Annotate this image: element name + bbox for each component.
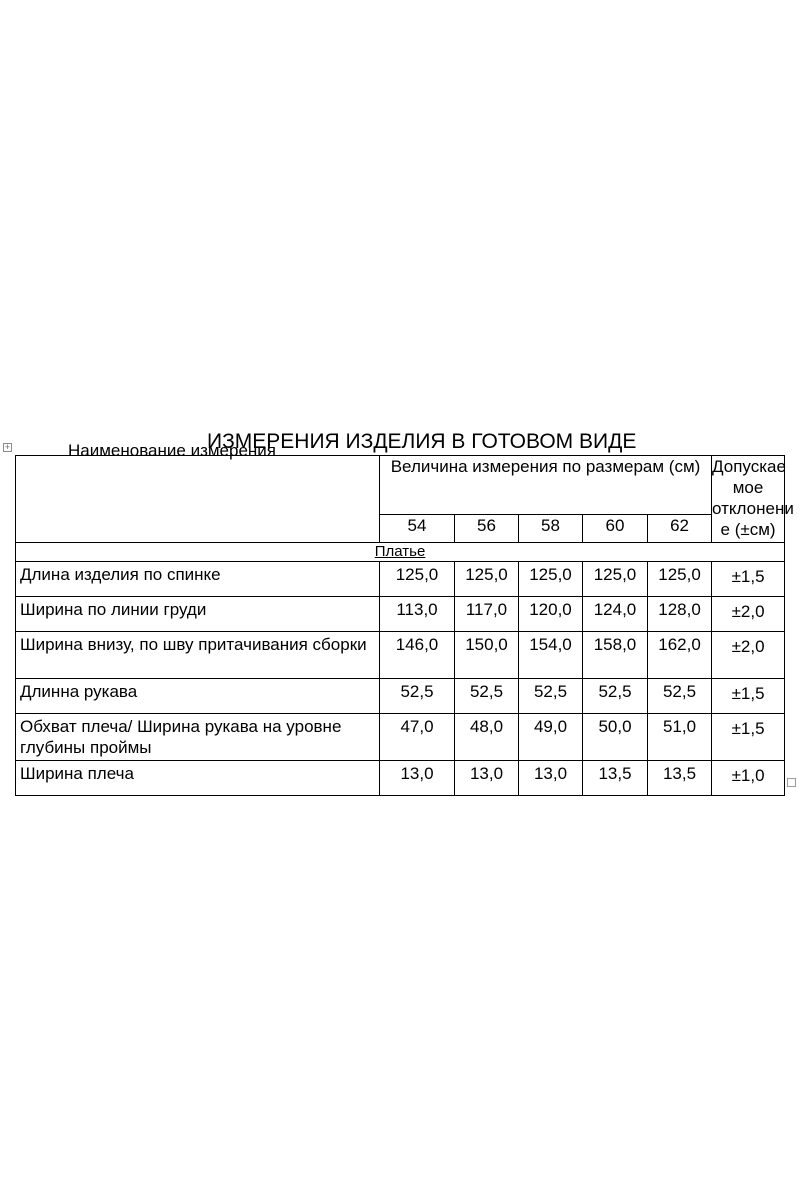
measurement-value: 125,0 <box>380 562 455 597</box>
measurement-value: 125,0 <box>583 562 648 597</box>
measurement-value: 117,0 <box>455 597 519 632</box>
measurement-value: 51,0 <box>648 714 712 761</box>
measurement-name: Обхват плеча/ Ширина рукава на уровне глубины проймы <box>16 714 380 761</box>
table-row <box>16 562 785 597</box>
measurement-value: 13,0 <box>455 761 519 796</box>
section-row <box>16 543 785 562</box>
measurement-tolerance: ±1,5 <box>712 562 785 597</box>
measurement-tolerance: ±2,0 <box>712 632 785 679</box>
header-tolerance-line: отклонени <box>712 499 794 518</box>
measurement-value: 120,0 <box>519 597 583 632</box>
measurement-value: 47,0 <box>380 714 455 761</box>
measurement-value: 128,0 <box>648 597 712 632</box>
table-move-handle-icon[interactable]: + <box>4 442 11 452</box>
measurement-value: 113,0 <box>380 597 455 632</box>
measurement-value: 50,0 <box>583 714 648 761</box>
size-cell: 58 <box>519 515 583 543</box>
measurement-value: 158,0 <box>583 632 648 679</box>
measurement-name: Ширина плеча <box>16 761 380 796</box>
header-values-label: Величина измерения по размерам (см) <box>380 456 712 515</box>
measurement-value: 52,5 <box>648 679 712 714</box>
measurement-value: 52,5 <box>455 679 519 714</box>
measurement-value: 13,5 <box>583 761 648 796</box>
table-row <box>16 714 785 761</box>
table-row <box>16 632 785 679</box>
measurement-value: 146,0 <box>380 632 455 679</box>
measurement-tolerance: ±1,5 <box>712 714 785 761</box>
table-row <box>16 761 785 796</box>
measurement-value: 125,0 <box>455 562 519 597</box>
measurement-value: 124,0 <box>583 597 648 632</box>
measurement-value: 150,0 <box>455 632 519 679</box>
section-label: Платье <box>374 543 426 560</box>
measurement-value: 48,0 <box>455 714 519 761</box>
header-name-label: Наименование измерения <box>68 441 277 460</box>
measurement-name: Ширина внизу, по шву притачивания сборки <box>16 632 380 679</box>
measurement-value: 13,5 <box>648 761 712 796</box>
measurement-name: Длина изделия по спинке <box>16 562 380 597</box>
measurement-value: 52,5 <box>380 679 455 714</box>
section-cell <box>16 543 785 562</box>
measurement-value: 13,0 <box>380 761 455 796</box>
size-cell: 54 <box>380 515 455 543</box>
measurement-value: 52,5 <box>519 679 583 714</box>
measurement-value: 154,0 <box>519 632 583 679</box>
measurement-name: Ширина по линии груди <box>16 597 380 632</box>
header-tolerance-cell <box>712 456 794 543</box>
size-cell: 62 <box>648 515 712 543</box>
measurement-value: 125,0 <box>519 562 583 597</box>
measurement-tolerance: ±1,0 <box>712 761 785 796</box>
measurement-value: 49,0 <box>519 714 583 761</box>
header-tolerance-line: Допускае <box>712 457 786 476</box>
header-row <box>16 456 785 515</box>
header-tolerance-line: мое <box>732 478 764 497</box>
measurement-value: 125,0 <box>648 562 712 597</box>
header-name-cell <box>16 441 380 543</box>
measurement-tolerance: ±2,0 <box>712 597 785 632</box>
measurement-value: 52,5 <box>583 679 648 714</box>
measurement-value: 162,0 <box>648 632 712 679</box>
table-row <box>16 679 785 714</box>
measurement-tolerance: ±1,5 <box>712 679 785 714</box>
page-title: ИЗМЕРЕНИЯ ИЗДЕЛИЯ В ГОТОВОМ ВИДЕ <box>207 430 637 453</box>
header-tolerance-line: е (±см) <box>720 520 776 539</box>
size-cell: 60 <box>583 515 648 543</box>
measurement-value: 13,0 <box>519 761 583 796</box>
table-row <box>16 597 785 632</box>
measurement-name: Длинна рукава <box>16 679 380 714</box>
table-resize-handle-icon[interactable] <box>787 778 796 787</box>
size-cell: 56 <box>455 515 519 543</box>
